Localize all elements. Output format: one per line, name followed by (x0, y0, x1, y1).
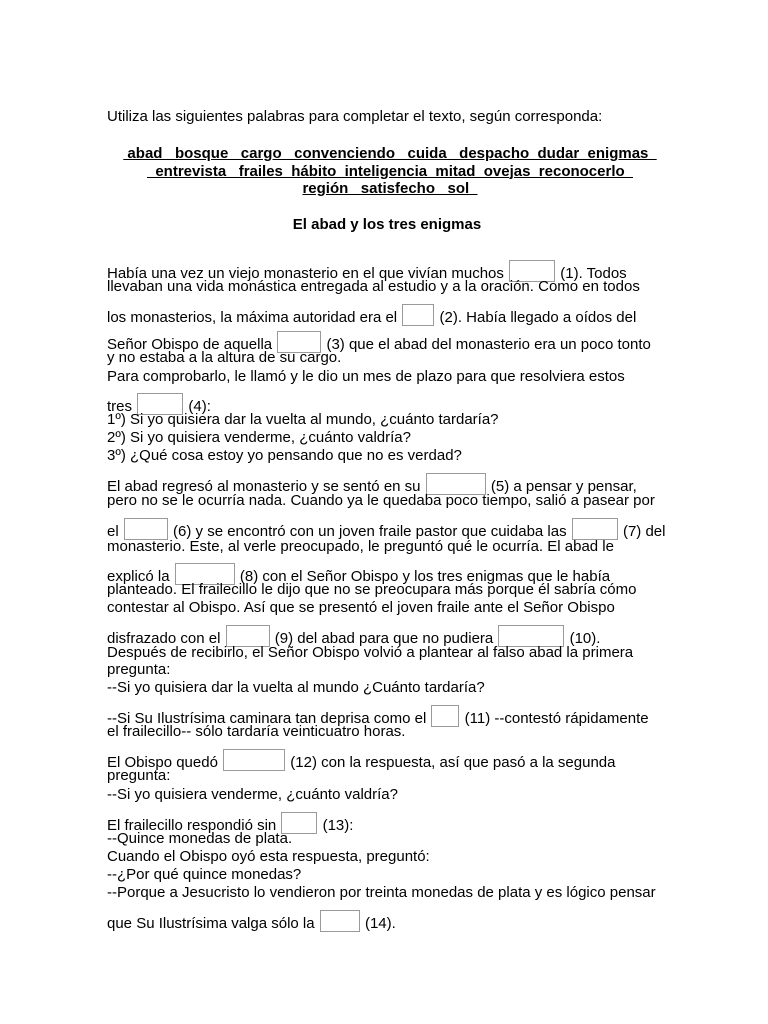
text-line: 3º) ¿Qué cosa estoy yo pensando que no es verdad? (107, 447, 462, 464)
text-line: El Obispo quedó (12) con la respuesta, así que pasó a la segunda (107, 749, 615, 772)
text-line: El frailecillo respondió sin (13): (107, 812, 353, 835)
blank-field-7[interactable] (572, 518, 618, 540)
text-line: tres (4): (107, 393, 211, 416)
story-title: El abad y los tres enigmas (292, 216, 482, 233)
text-line: 2º) Si yo quisiera venderme, ¿cuánto valdría? (107, 429, 411, 446)
text-line: --¿Por qué quince monedas? (107, 866, 302, 883)
text-line: pero no se le ocurría nada. Cuando ya le quedaba poco tiempo, salió a pasear por (107, 492, 655, 509)
word-bank-line-1: abad bosque cargo convenciendo cuida despacho dudar enigmas (123, 145, 657, 162)
blank-field-6[interactable] (124, 518, 168, 540)
text-line: llevaban una vida monástica entregada al estudio y a la oración. Como en todos (107, 278, 640, 295)
text-line: y no estaba a la altura de su cargo. (107, 349, 342, 366)
text-line: El abad regresó al monasterio y se sentó en su (5) a pensar y pensar, (107, 473, 637, 496)
word-bank-line-3: región satisfecho sol (302, 180, 478, 197)
text-line: --Si yo quisiera dar la vuelta al mundo ¿Cuánto tardaría? (107, 679, 485, 696)
text-line: --Si yo quisiera venderme, ¿cuánto valdría? (107, 786, 398, 803)
text-line: --Porque a Jesucristo lo vendieron por treinta monedas de plata y es lógico pensar (107, 884, 656, 901)
text-line: planteado. El frailecillo le dijo que no se preocupara más porque él sabría cómo (107, 581, 637, 598)
text-line: --Si Su Ilustrísima caminara tan deprisa como el (11) --contestó rápidamente (107, 705, 649, 728)
text-line: pregunta: (107, 767, 171, 784)
text-line: el (6) y se encontró con un joven fraile pastor que cuidaba las (7) del (107, 518, 665, 541)
text-line: disfrazado con el (9) del abad para que no pudiera (10). (107, 625, 600, 648)
text-line: contestar al Obispo. Así que se presentó el joven fraile ante el Señor Obispo (107, 599, 615, 616)
text-line: Cuando el Obispo oyó esta respuesta, preguntó: (107, 848, 430, 865)
instruction-text: Utiliza las siguientes palabras para completar el texto, según corresponda: (107, 108, 603, 125)
text-line: el frailecillo-- sólo tardaría veinticuatro horas. (107, 723, 406, 740)
text-line: monasterio. Este, al verle preocupado, le preguntó qué le ocurría. El abad le (107, 538, 614, 555)
blank-field-2[interactable] (402, 304, 434, 326)
text-line: explicó la (8) con el Señor Obispo y los tres enigmas que le había (107, 563, 610, 586)
text-line: Después de recibirlo, el Señor Obispo volvió a plantear al falso abad la primera (107, 644, 634, 661)
word-bank (100, 145, 680, 198)
text-line: Para comprobarlo, le llamó y le dio un mes de plazo para que resolviera estos (107, 368, 625, 385)
text-line: 1º) Si yo quisiera dar la vuelta al mundo, ¿cuánto tardaría? (107, 411, 499, 428)
word-bank-line-2: entrevista frailes hábito inteligencia mitad ovejas reconocerlo (147, 162, 633, 180)
text-line: Había una vez un viejo monasterio en el que vivían muchos (1). Todos (107, 260, 627, 283)
text-line: pregunta: (107, 661, 171, 678)
blank-field-11[interactable] (431, 705, 459, 727)
text-line: los monasterios, la máxima autoridad era el (2). Había llegado a oídos del (107, 304, 636, 327)
blank-field-12[interactable] (223, 749, 285, 771)
blank-field-14[interactable] (320, 910, 360, 932)
text-line: --Quince monedas de plata. (107, 830, 293, 847)
text-line: que Su Ilustrísima valga sólo la (14). (107, 910, 396, 933)
text-line: Señor Obispo de aquella (3) que el abad del monasterio era un poco tonto (107, 331, 651, 354)
